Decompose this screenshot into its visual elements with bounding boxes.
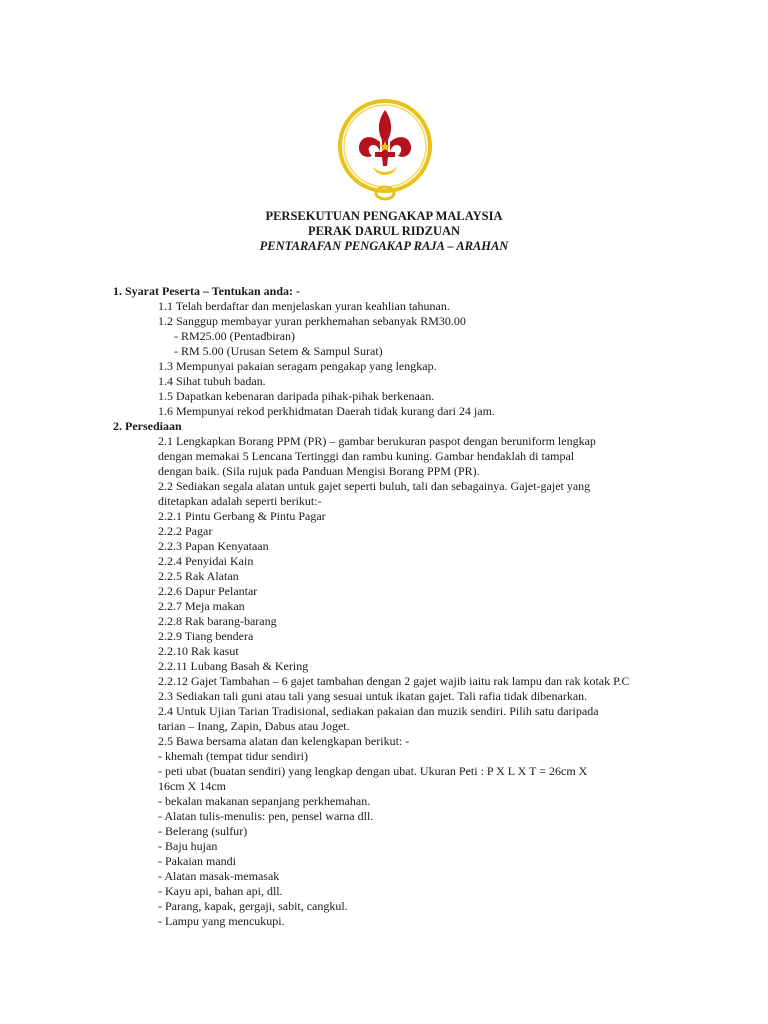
list-item: - bekalan makanan sepanjang perkhemahan. [158, 794, 371, 808]
header-subject: PENTARAFAN PENGAKAP RAJA – ARAHAN [259, 239, 509, 253]
list-item: 1.3 Mempunyai pakaian seragam pengakap yang lengkap. [158, 359, 437, 373]
list-item: tarian – Inang, Zapin, Dabus atau Joget. [158, 719, 350, 733]
list-item: - RM 5.00 (Urusan Setem & Sampul Surat) [174, 344, 383, 358]
list-item: 1.5 Dapatkan kebenaran daripada pihak-pihak berkenaan. [158, 389, 435, 403]
list-item: 1.2 Sanggup membayar yuran perkhemahan sebanyak RM30.00 [158, 314, 466, 328]
list-item: 1.4 Sihat tubuh badan. [158, 374, 266, 388]
list-item: - Baju hujan [158, 839, 218, 853]
list-item: 2.2.3 Papan Kenyataan [158, 539, 269, 553]
list-item: 2.2 Sediakan segala alatan untuk gajet seperti buluh, tali dan sebagainya. Gajet-gajet yang [158, 479, 591, 493]
list-item: 2.3 Sediakan tali guni atau tali yang sesuai untuk ikatan gajet. Tali rafia tidak dibenarkan. [158, 689, 588, 703]
list-item: - Parang, kapak, gergaji, sabit, cangkul. [158, 899, 348, 913]
list-item: - RM25.00 (Pentadbiran) [174, 329, 295, 343]
list-item: 2.2.4 Penyidai Kain [158, 554, 254, 568]
document-header [0, 209, 768, 254]
list-item: dengan baik. (Sila rujuk pada Panduan Mengisi Borang PPM (PR). [158, 464, 480, 478]
list-item: 2.2.6 Dapur Pelantar [158, 584, 258, 598]
list-item: ditetapkan adalah seperti berikut:- [158, 494, 322, 508]
list-item: 1.1 Telah berdaftar dan menjelaskan yuran keahlian tahunan. [158, 299, 450, 313]
list-item: 2.2.5 Rak Alatan [158, 569, 239, 583]
list-item: 16cm X 14cm [158, 779, 226, 793]
section-heading: 2. Persediaan [113, 419, 182, 433]
list-item: - Pakaian mandi [158, 854, 236, 868]
list-item: 2.5 Bawa bersama alatan dan kelengkapan berikut: - [158, 734, 410, 748]
list-item: 2.4 Untuk Ujian Tarian Tradisional, sediakan pakaian dan muzik sendiri. Pilih satu daripada [158, 704, 599, 718]
list-item: - Alatan tulis-menulis: pen, pensel warna dll. [158, 809, 374, 823]
list-item: dengan memakai 5 Lencana Tertinggi dan rambu kuning. Gambar hendaklah di tampal [158, 449, 575, 463]
list-item: 2.2.2 Pagar [158, 524, 213, 538]
list-item: - Belerang (sulfur) [158, 824, 248, 838]
list-item: 2.2.1 Pintu Gerbang & Pintu Pagar [158, 509, 326, 523]
list-item: 2.2.12 Gajet Tambahan – 6 gajet tambahan dengan 2 gajet wajib iaitu rak lampu dan rak kotak P.C [158, 674, 630, 688]
list-item: - Kayu api, bahan api, dll. [158, 884, 283, 898]
list-item: 2.2.10 Rak kasut [158, 644, 239, 658]
list-item: - Lampu yang mencukupi. [158, 914, 285, 928]
list-item: 2.2.9 Tiang bendera [158, 629, 254, 643]
list-item: - Alatan masak-memasak [158, 869, 280, 883]
list-item: 2.2.7 Meja makan [158, 599, 245, 613]
header-state: PERAK DARUL RIDZUAN [307, 224, 461, 238]
list-item: 2.1 Lengkapkan Borang PPM (PR) – gambar berukuran paspot dengan beruniform lengkap [158, 434, 596, 448]
header-organization: PERSEKUTUAN PENGAKAP MALAYSIA [265, 209, 503, 223]
list-item: 2.2.11 Lubang Basah & Kering [158, 659, 309, 673]
scout-emblem-icon [335, 96, 435, 206]
section-heading: 1. Syarat Peserta – Tentukan anda: - [113, 284, 301, 298]
list-item: - peti ubat (buatan sendiri) yang lengkap dengan ubat. Ukuran Peti : P X L X T = 26cm X [158, 764, 588, 778]
list-item: - khemah (tempat tidur sendiri) [158, 749, 308, 763]
list-item: 1.6 Mempunyai rekod perkhidmatan Daerah tidak kurang dari 24 jam. [158, 404, 495, 418]
list-item: 2.2.8 Rak barang-barang [158, 614, 277, 628]
